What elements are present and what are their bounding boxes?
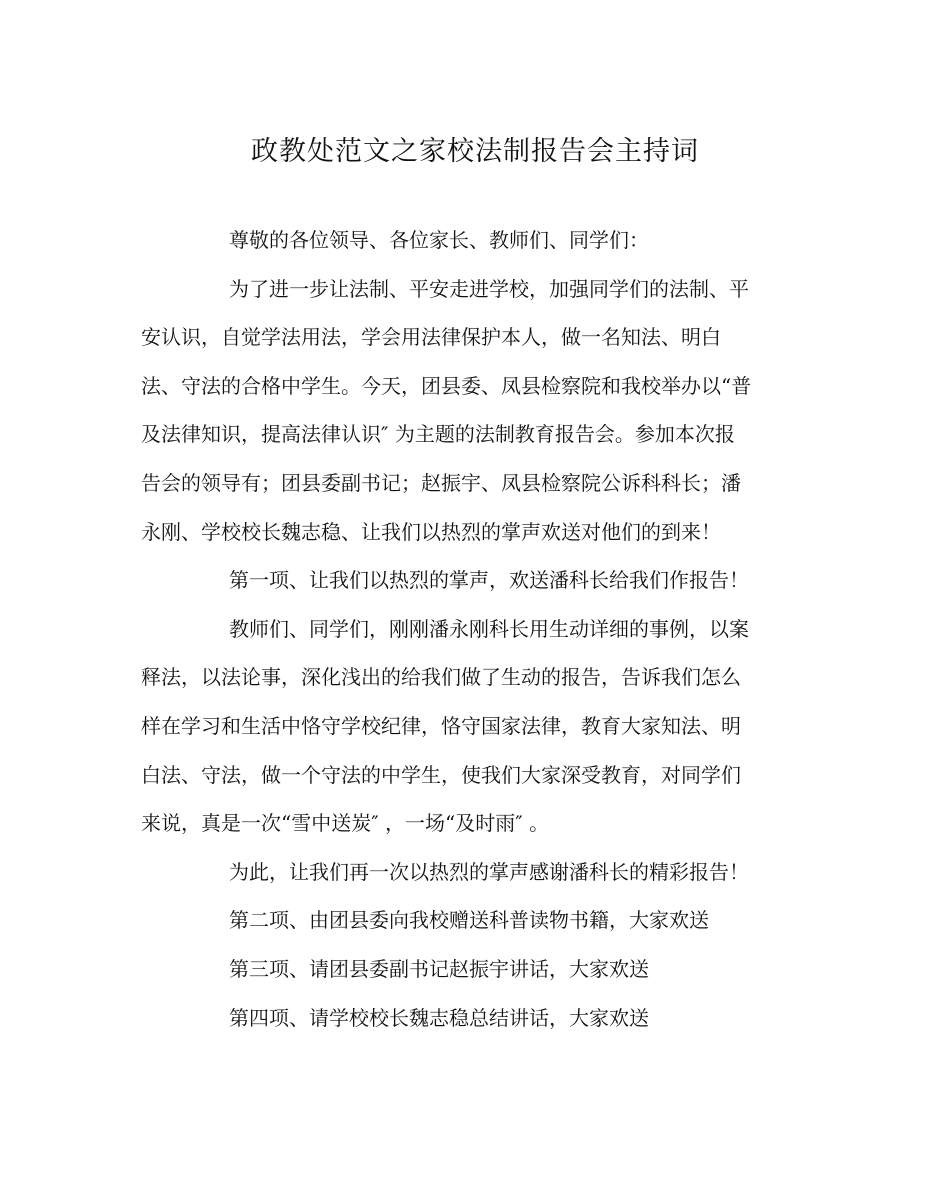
text-line: 尊敬的各位领导、各位家长、教师们、同学们： [229,228,649,252]
text-line: 安认识，自觉学法用法，学会用法律保护本人，做一名知法、明白 [141,325,721,350]
text-line: 第三项、请团县委副书记赵振宇讲话，大家欢送 [229,956,649,981]
paragraph-item-1 [141,556,805,605]
text-line: 来说，真是一次“雪中送炭″ ，一场“及时雨″ 。 [141,811,550,836]
text-line: 白法、守法，做一个守法的中学生，使我们大家深受教育，对同学们 [141,762,741,787]
document-title: 政教处范文之家校法制报告会主持词 [251,136,699,167]
text-line: 及法律知识，提高法律认识″ 为主题的法制教育报告会。参加本次报 [141,422,735,447]
paragraph-greeting [141,216,805,265]
text-line: 告会的领导有；团县委副书记；赵振宇、凤县检察院公诉科科长；潘 [141,470,741,495]
document-body [141,216,805,1042]
text-line: 永刚、学校校长魏志稳、让我们以热烈的掌声欢送对他们的到来！ [141,519,721,544]
paragraph-thanks [141,848,805,897]
text-line: 为此，让我们再一次以热烈的掌声感谢潘科长的精彩报告！ [229,859,749,884]
text-line: 为了进一步让法制、平安走进学校，加强同学们的法制、平 [229,276,749,301]
text-line: 释法，以法论事，深化浅出的给我们做了生动的报告，告诉我们怎么 [141,665,741,690]
text-line: 法、守法的合格中学生。今天，团县委、凤县检察院和我校举办以“普 [141,373,752,398]
text-line: 第一项、让我们以热烈的掌声，欢送潘科长给我们作报告！ [229,568,749,593]
paragraph-report-summary [141,605,805,848]
text-line: 教师们、同学们，刚刚潘永刚科长用生动详细的事例，以案 [229,616,749,641]
text-line: 第四项、请学校校长魏志稳总结讲话，大家欢送 [229,1005,649,1030]
text-line: 样在学习和生活中恪守学校纪律，恪守国家法律，教育大家知法、明 [141,713,741,738]
paragraph-opening [141,265,805,557]
paragraph-item-3 [141,945,805,994]
paragraph-item-4 [141,994,805,1043]
paragraph-item-2 [141,896,805,945]
text-line: 第二项、由团县委向我校赠送科普读物书籍，大家欢送 [229,908,709,933]
